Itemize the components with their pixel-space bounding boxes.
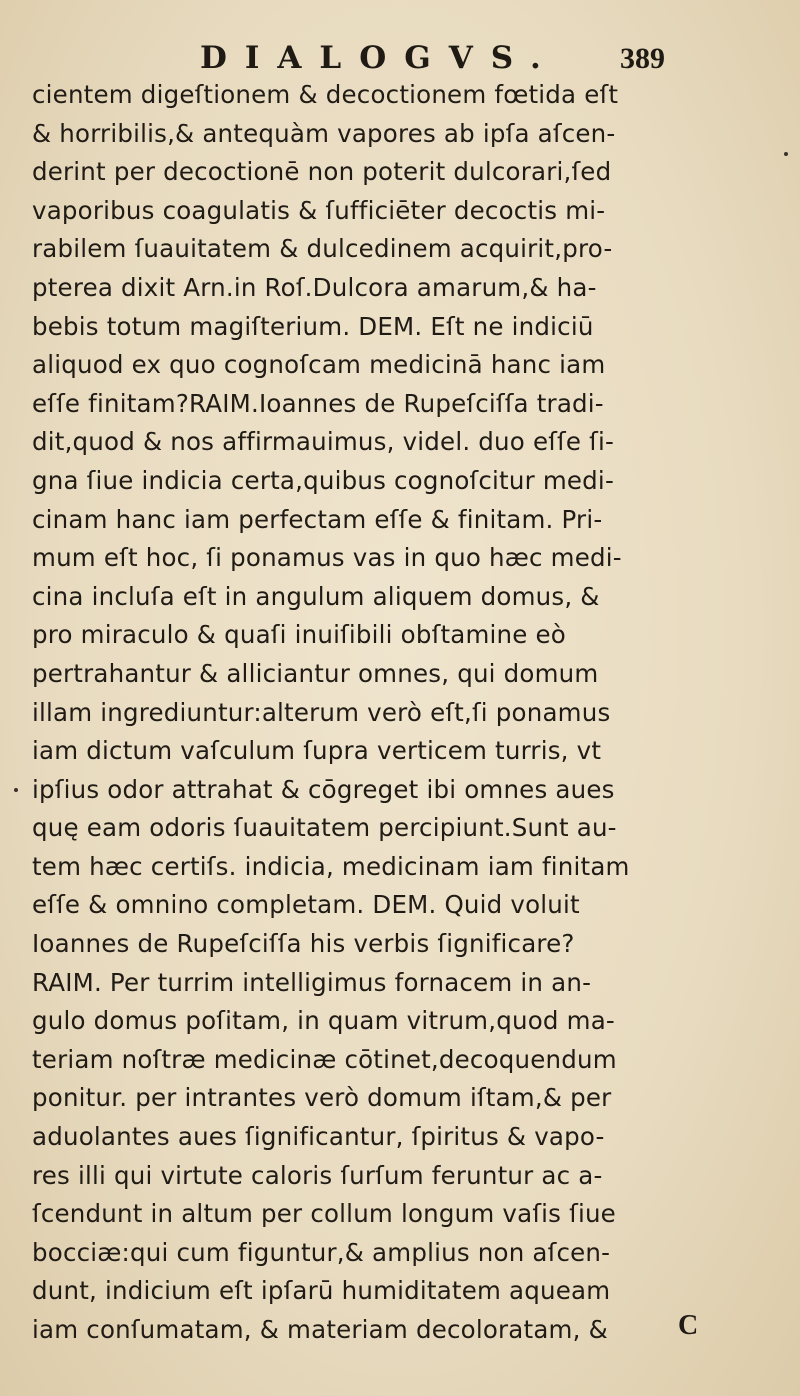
text-line: cina incluſa eſt in angulum aliquem domus, & — [32, 581, 600, 611]
text-line: illam ingrediuntur:alterum verò eſt,ſi ponamus — [32, 697, 611, 727]
text-line: vaporibus coagulatis & ſufficiēter decoctis mi- — [32, 195, 606, 225]
text-line: gulo domus poſitam, in quam vitrum,quod ma- — [32, 1006, 615, 1036]
text-line: Ioannes de Rupeſciſſa his verbis ſignificare? — [32, 929, 575, 959]
text-line: mum eſt hoc, ſi ponamus vas in quo hæc medi- — [32, 543, 622, 573]
text-line: aduolantes aues ſignificantur, ſpiritus & vapo- — [32, 1122, 605, 1152]
text-line: ponitur. per intrantes verò domum iſtam,& per — [32, 1083, 612, 1113]
text-line: derint per decoctionē non poterit dulcorari,ſed — [32, 157, 612, 187]
text-line: pterea dixit Arn.in Roſ.Dulcora amarum,& ha- — [32, 272, 597, 302]
text-line: ſcendunt in altum per collum longum vaſis ſiue — [32, 1199, 616, 1229]
margin-mark — [14, 788, 18, 792]
text-line: res illi qui virtute caloris ſurſum feruntur ac a- — [32, 1160, 603, 1190]
text-line: teriam noſtræ medicinæ cōtinet,decoquendum — [32, 1044, 617, 1074]
text-line: gna ſiue indicia certa,quibus cognoſcitur medi- — [32, 465, 614, 495]
text-line: pro miraculo & quaſi inuiſibili obſtamine eò — [32, 620, 566, 650]
text-line: bebis totum magiſterium. DEM. Eſt ne indiciū — [32, 311, 594, 341]
text-line: iam dictum vaſculum ſupra verticem turris, vt — [32, 736, 602, 766]
text-line: quę eam odoris ſuauitatem percipiunt.Sunt au- — [32, 813, 617, 843]
text-line: pertrahantur & alliciantur omnes, qui domum — [32, 658, 599, 688]
text-line: aliquod ex quo cognoſcam medicinā hanc iam — [32, 350, 606, 380]
catchword: C — [678, 1310, 699, 1341]
text-line: dit,quod & nos affirmauimus, videl. duo eſſe ſi- — [32, 427, 615, 457]
text-line: tem hæc certiſs. indicia, medicinam iam finitam — [32, 851, 630, 881]
text-line: iam conſumatam, & materiam decoloratam, & — [32, 1315, 608, 1344]
running-head: DIALOGVS. — [200, 40, 559, 76]
text-line: dunt, indicium eſt ipſarū humiditatem aqueam — [32, 1276, 611, 1306]
text-line: eſſe & omnino completam. DEM. Quid voluit — [32, 890, 580, 920]
text-line: bocciæ:qui cum figuntur,& amplius non aſcen- — [32, 1237, 611, 1267]
margin-mark — [784, 152, 788, 156]
page-number: 389 — [620, 42, 665, 75]
text-line: cinam hanc iam perfectam eſſe & finitam. Pri- — [32, 504, 603, 534]
text-line: RAIM. Per turrim intelligimus fornacem in an- — [32, 967, 592, 997]
text-line: cientem digeſtionem & decoctionem fœtida eſt — [32, 80, 619, 109]
text-line: ipſius odor attrahat & cōgreget ibi omnes aues — [32, 774, 615, 804]
text-line: eſſe finitam?RAIM.Ioannes de Rupeſciſſa tradi- — [32, 388, 604, 418]
body-text — [32, 76, 782, 1350]
text-line: & horribilis,& antequàm vapores ab ipſa aſcen- — [32, 118, 616, 148]
text-line: rabilem ſuauitatem & dulcedinem acquirit,pro- — [32, 234, 613, 264]
